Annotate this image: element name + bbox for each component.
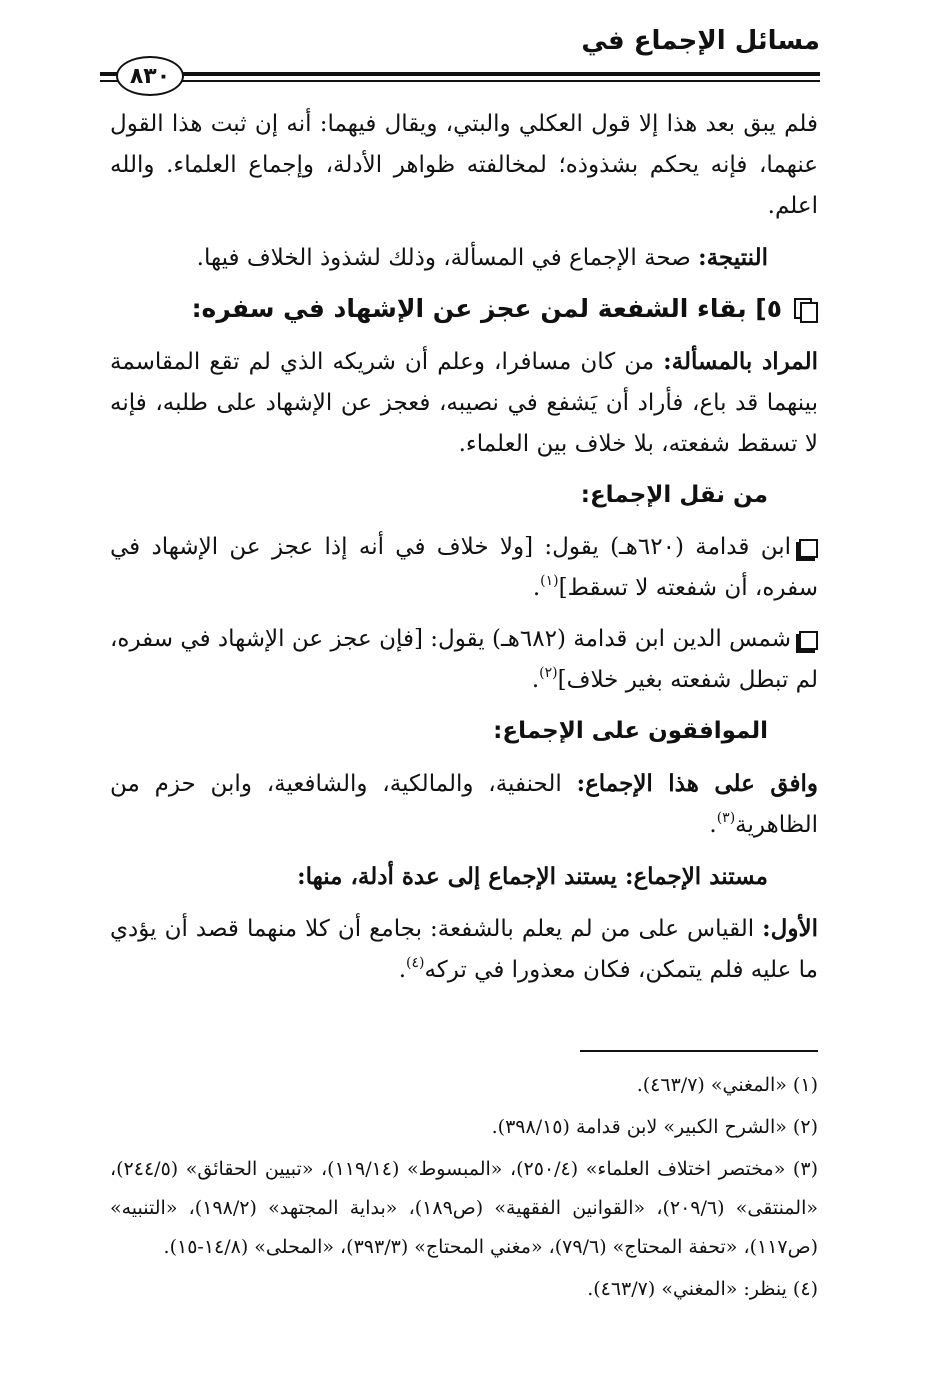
agreeing-text: الحنفية، والمالكية، والشافعية، وابن حزم من الظاهرية	[110, 771, 818, 838]
footnote-2: (٢) «الشرح الكبير» لابن قدامة (٣٩٨/١٥).	[491, 1116, 818, 1138]
section-heading	[110, 289, 818, 329]
page-header	[100, 20, 820, 89]
result-label: النتيجة:	[698, 244, 768, 271]
footnote-ref-3: (٣)	[716, 810, 736, 826]
main-text	[110, 104, 818, 1001]
footnote-ref-4: (٤)	[406, 955, 425, 971]
meaning-label: المراد بالمسألة:	[663, 348, 818, 375]
paragraph-meaning	[110, 341, 818, 465]
paragraph-basis	[110, 856, 818, 898]
result-text: صحة الإجماع في المسألة، وذلك لشذوذ الخلاف فيها.	[196, 245, 699, 271]
header-rule-thick	[100, 72, 820, 76]
quote-shams-al-din: شمس الدين ابن قدامة (٦٨٢هـ) يقول: [فإن عجز عن الإشهاد في سفره، لم تبطل شفعته بغير خلاف]$^{(٢)}$.	[110, 626, 818, 693]
basis-label: مستند الإجماع:	[624, 863, 768, 890]
agreeing-label: وافق على هذا الإجماع:	[576, 770, 819, 797]
paragraph-result	[110, 237, 818, 279]
transmitters-heading: من نقل الإجماع:	[580, 482, 768, 508]
paragraph-agreeing: وافق على هذا الإجماع: الحنفية، والمالكية، والشافعية، وابن حزم من الظاهرية$^{(٣)}$.	[110, 770, 819, 838]
section-heading-text: ٥] بقاء الشفعة لمن عجز عن الإشهاد في سفره:	[191, 294, 782, 323]
agreeing-heading: الموافقون على الإجماع:	[493, 718, 768, 744]
quote2-text: شمس الدين ابن قدامة (٦٨٢هـ) يقول: [فإن عجز عن الإشهاد في سفره، لم تبطل شفعته بغير خلاف]	[110, 626, 818, 693]
footnote-3: (٣) «مختصر اختلاف العلماء» (٢٥٠/٤)، «المبسوط» (١١٩/١٤)، «تبيين الحقائق» (٢٤٤/٥)، «المنتقى» (٢٠٩/٦)، «القوانين الفقهية» (ص١٨٩)، «بداية المجتهد» (١٩٨/٢)، «التنبيه» (ص١١٧)، «تحفة المحتاج» (٧٩/٦)، «مغني المحتاج» (٣٩٣/٣)، «المحلى» (١٤/٨-١٥).	[110, 1158, 818, 1258]
header-rule-thin	[100, 80, 820, 82]
footnote-ref-1: (١)	[540, 573, 559, 589]
footnote-1: (١) «المغني» (٤٦٣/٧).	[636, 1074, 818, 1096]
first-text: القياس على من لم يعلم بالشفعة: بجامع أن كلا منهما قصد أن يؤدي ما عليه فلم يتمكن، فكان معذورا في تركه	[110, 916, 818, 983]
running-title: مسائل الإجماع في	[581, 26, 820, 56]
page-number: ٨٣٠	[116, 56, 184, 96]
checkbox-bullet-icon	[799, 631, 818, 650]
paragraph-first-evidence: الأول: القياس على من لم يعلم بالشفعة: بجامع أن كلا منهما قصد أن يؤدي ما عليه فلم يتمكن، فكان معذورا في تركه$^{(٤)}$.	[110, 915, 818, 983]
footnote-ref-2: (٢)	[539, 665, 558, 681]
documents-icon	[796, 298, 818, 320]
quote1-text: ابن قدامة (٦٢٠هـ) يقول: [ولا خلاف في أنه إذا عجز عن الإشهاد في سفره، أن شفعته لا تسقط]	[110, 534, 818, 601]
quote-ibn-qudamah: ابن قدامة (٦٢٠هـ) يقول: [ولا خلاف في أنه إذا عجز عن الإشهاد في سفره، أن شفعته لا تسقط]$^{(١)}$.	[110, 534, 818, 601]
paragraph-conclusion: فلم يبق بعد هذا إلا قول العكلي والبتي، ويقال فيهما: أنه إن ثبت هذا القول عنهما، فإنه يحكم بشذوذه؛ لمخالفته ظواهر الأدلة، وإجماع العلماء. والله اعلم.	[110, 111, 818, 219]
footnote-divider	[580, 1050, 818, 1052]
basis-text: يستند الإجماع إلى عدة أدلة، منها:	[297, 863, 625, 890]
first-label: الأول:	[762, 915, 818, 942]
checkbox-bullet-icon	[799, 539, 818, 558]
footnotes	[110, 1066, 818, 1312]
meaning-text: من كان مسافرا، وعلم أن شريكه الذي لم تقع المقاسمة بينهما قد باع، فأراد أن يَشفع في نصيبه، فعجز عن الإشهاد على طلبه، فإنه لا تسقط شفعته، بلا خلاف بين العلماء.	[110, 349, 818, 457]
footnote-4: (٤) ينظر: «المغني» (٤٦٣/٧).	[587, 1278, 818, 1300]
